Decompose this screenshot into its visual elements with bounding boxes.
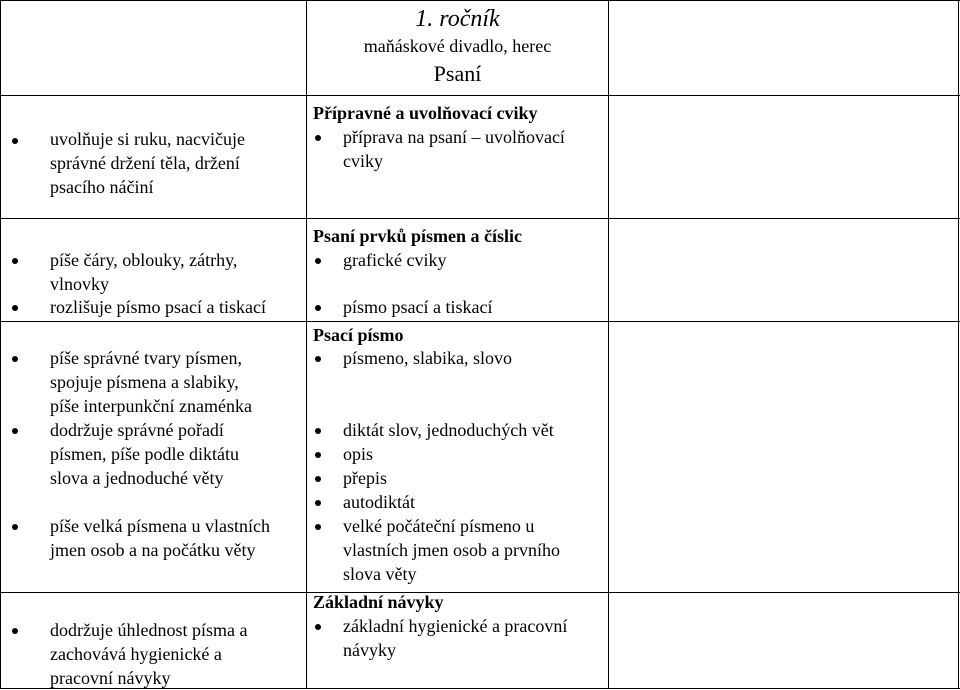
outcome-line: píše interpunkční znaménka	[50, 396, 252, 416]
topic-line: slova věty	[343, 564, 417, 584]
topic-line: písmeno, slabika, slovo	[343, 348, 512, 368]
bullet	[315, 428, 321, 434]
outcome-line: pracovní návyky	[50, 668, 171, 688]
bullet	[315, 356, 321, 362]
theme-subtitle: maňáskové divadlo, herec	[363, 36, 552, 56]
section-title: Přípravné a uvolňovací cviky	[313, 103, 538, 123]
bullet	[315, 624, 321, 630]
outcome-line: dodržuje správné pořadí	[50, 420, 224, 440]
bullet	[12, 628, 18, 634]
header-divider	[0, 95, 960, 96]
outcome-line: uvolňuje si ruku, nacvičuje	[50, 129, 245, 149]
outcome-line: píše velká písmena u vlastních	[50, 516, 270, 536]
table-border-left	[0, 0, 1, 689]
outcome-line: písmen, píše podle diktátu	[50, 444, 239, 464]
topic-line: opis	[343, 444, 374, 464]
topic-line: grafické cviky	[343, 250, 447, 270]
outcome-line: zachovává hygienické a	[50, 644, 222, 664]
bullet	[315, 476, 321, 482]
bullet	[315, 524, 321, 530]
bullet	[12, 428, 18, 434]
outcome-line: píše správné tvary písmen,	[50, 348, 242, 368]
topic-line: návyky	[343, 640, 396, 660]
row-divider-1	[0, 218, 960, 219]
topic-line: vlastních jmen osob a prvního	[343, 540, 560, 560]
outcome-line: dodržuje úhlednost písma a	[50, 620, 248, 640]
column-divider	[306, 0, 307, 689]
topic-line: cviky	[343, 151, 383, 171]
bullet	[315, 305, 321, 311]
outcome-line: psacího náčiní	[50, 177, 154, 197]
section-title: Psací písmo	[313, 325, 404, 345]
row-divider-3	[0, 592, 960, 593]
outcome-line: jmen osob a na počátku věty	[50, 540, 256, 560]
bullet	[12, 524, 18, 530]
bullet	[12, 356, 18, 362]
topic-line: velké počáteční písmeno u	[343, 516, 535, 536]
bullet	[12, 305, 18, 311]
bullet	[315, 452, 321, 458]
bullet	[315, 135, 321, 141]
outcome-line: správné držení těla, držení	[50, 153, 240, 173]
subject-title: Psaní	[433, 61, 482, 86]
bullet	[12, 138, 18, 144]
topic-line: písmo psací a tiskací	[343, 297, 493, 317]
row-divider-2	[0, 321, 960, 322]
table-border-right	[958, 0, 959, 689]
bullet	[315, 500, 321, 506]
topic-line: přepis	[343, 468, 387, 488]
outcome-line: vlnovky	[50, 274, 110, 294]
table-border-top	[0, 0, 960, 1]
topic-line: autodiktát	[343, 492, 415, 512]
outcome-line: spojuje písmena a slabiky,	[50, 372, 239, 392]
outcome-line: slova a jednoduché věty	[50, 468, 224, 488]
outcome-line: píše čáry, oblouky, zátrhy,	[50, 250, 238, 270]
outcome-line: rozlišuje písmo psací a tiskací	[50, 297, 266, 317]
section-title: Základní návyky	[313, 592, 444, 612]
bullet	[12, 258, 18, 264]
column-divider-right	[608, 0, 609, 689]
topic-line: základní hygienické a pracovní	[343, 616, 568, 636]
bullet	[315, 258, 321, 264]
topic-line: příprava na psaní – uvolňovací	[343, 127, 565, 147]
section-title: Psaní prvků písmen a číslic	[313, 226, 523, 246]
topic-line: diktát slov, jednoduchých vět	[343, 420, 554, 440]
grade-title: 1. ročník	[415, 6, 500, 32]
